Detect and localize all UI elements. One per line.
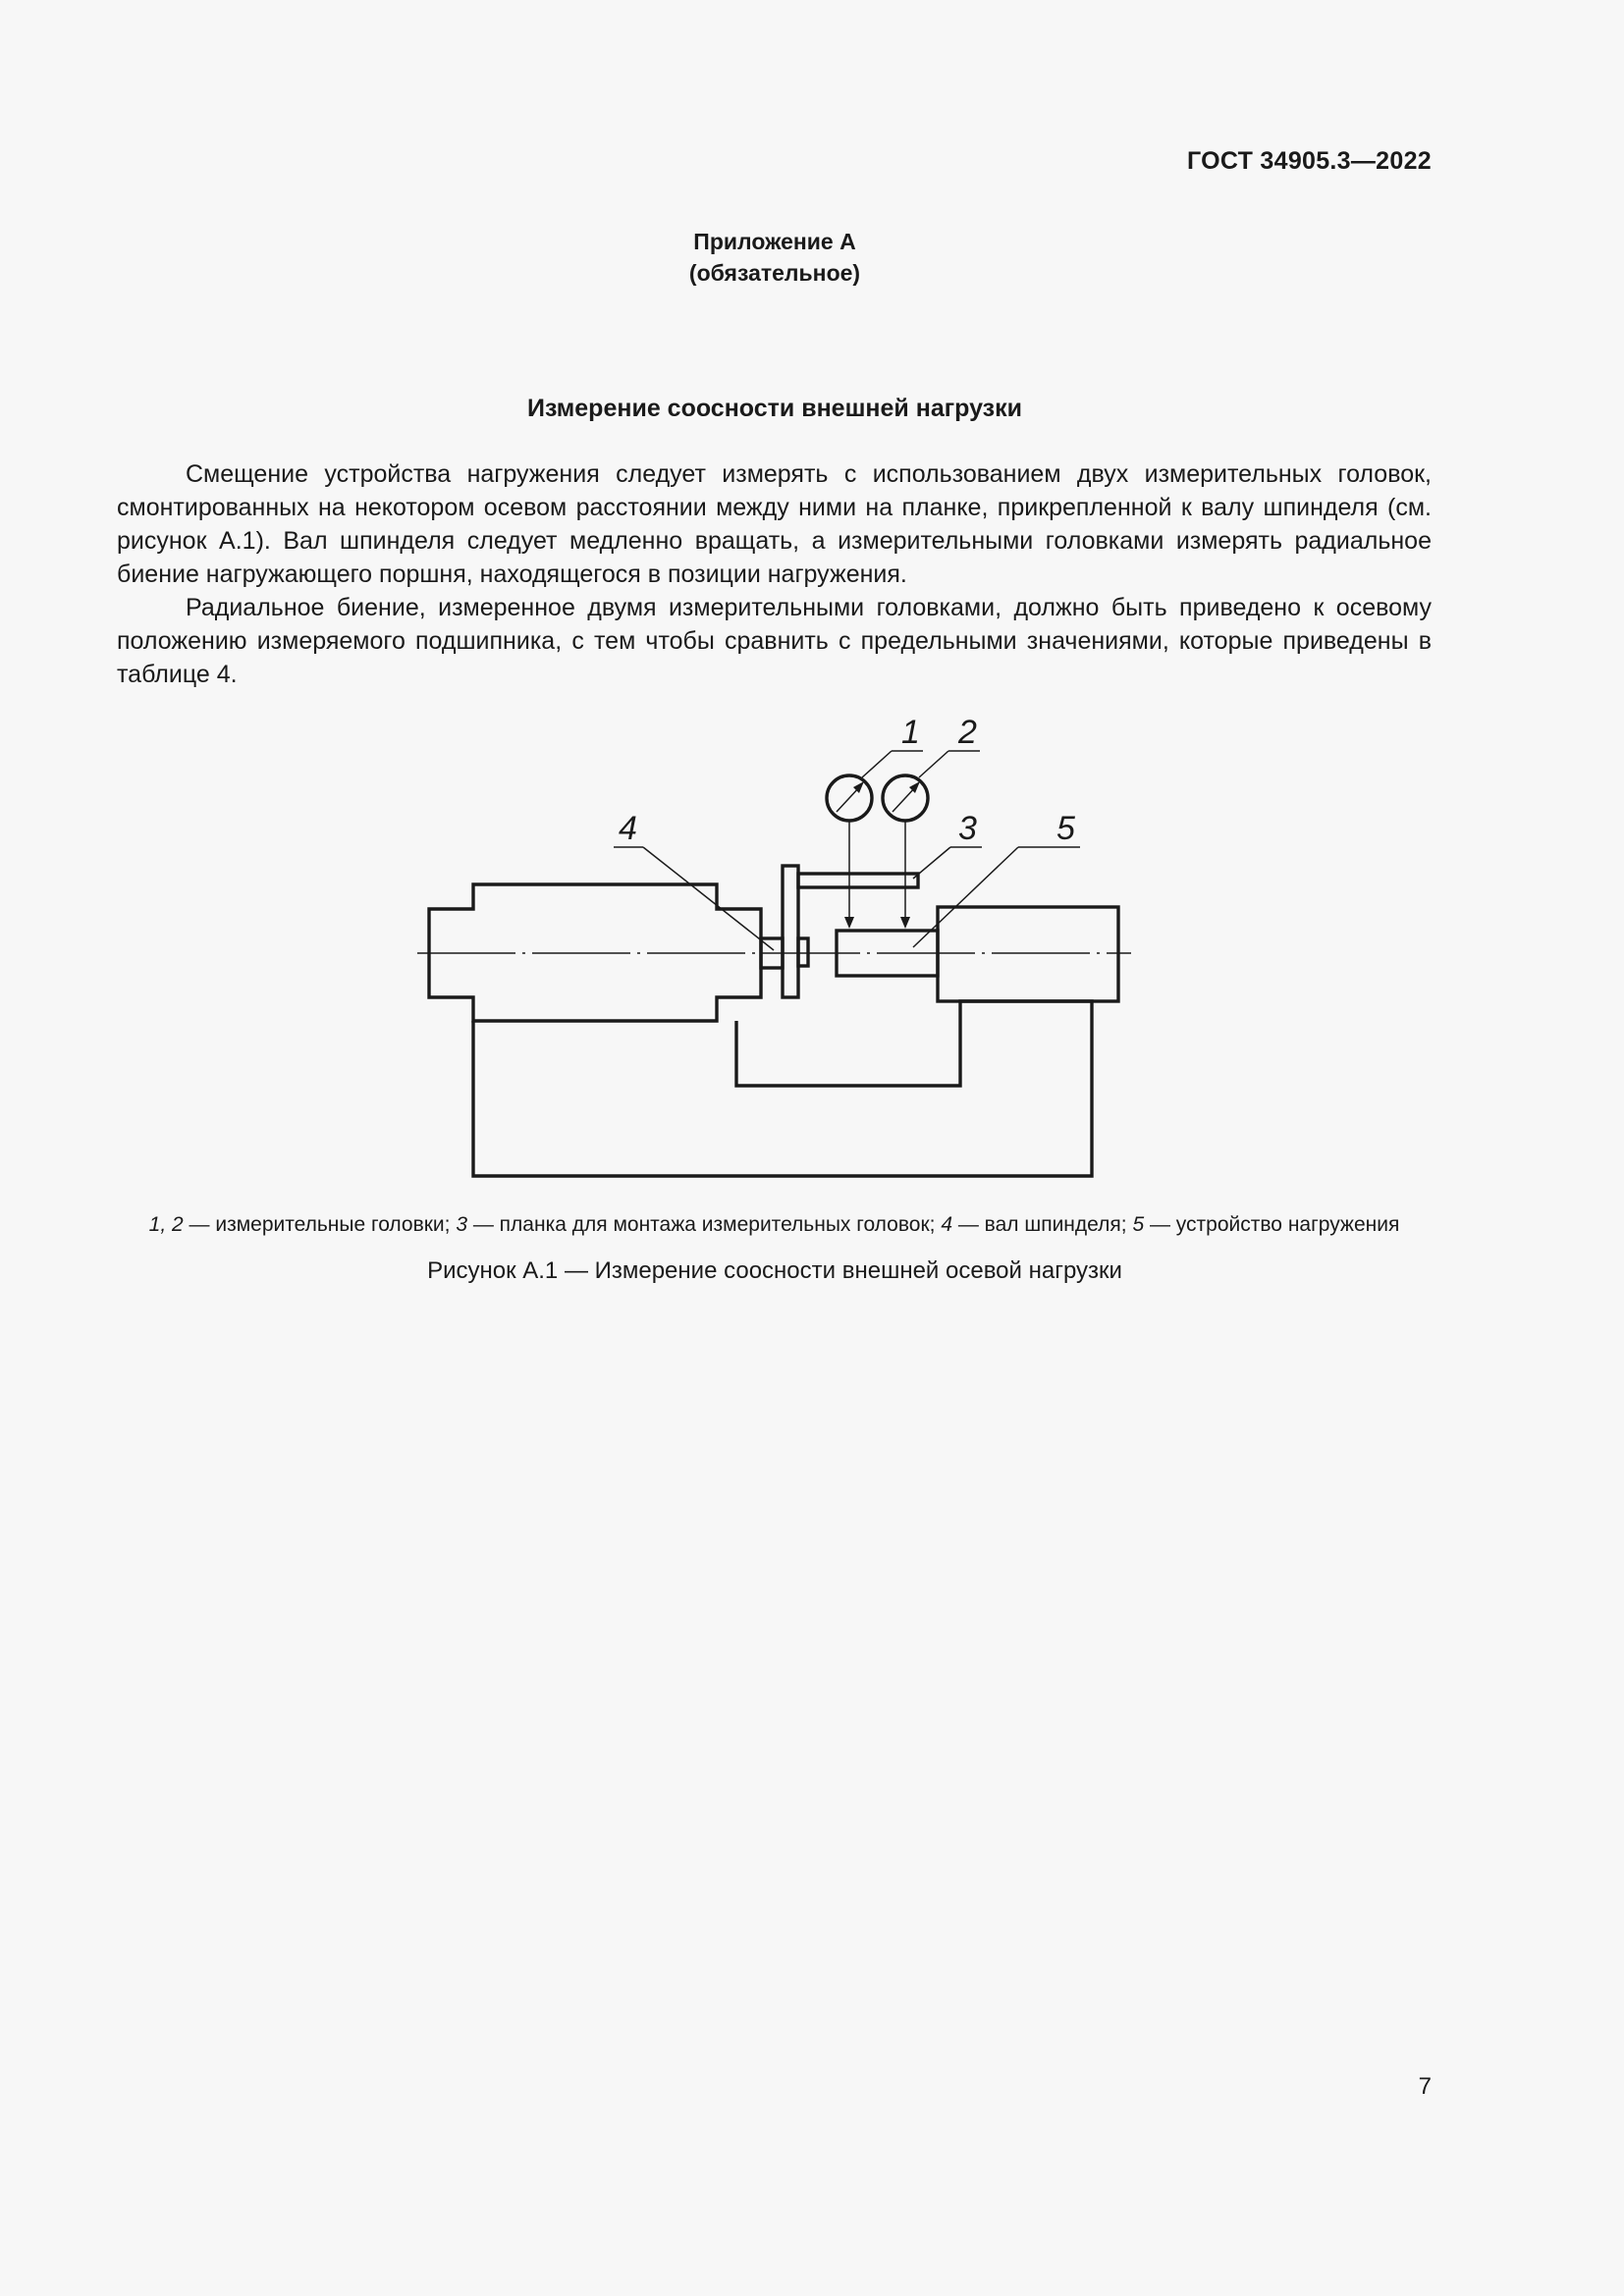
figure-legend (117, 1213, 1432, 1237)
paragraph: Смещение устройства нагружения следует измерять с использованием двух измерительных головок, смонтированных на некотором осевом расстоянии между ними на планке, прикрепленной к валу шпинделя (см. рисунок А.1). Вал шпинделя следует медленно вращать, а измерительными головками измерять радиальное биение нагружающего поршня, находящегося в позиции нагружения. (117, 460, 1432, 588)
label-2: 2 (958, 714, 977, 751)
leader-line-2 (919, 751, 948, 777)
leader-line-1 (862, 751, 892, 777)
label-5: 5 (1056, 810, 1075, 847)
leader-line-4 (643, 847, 774, 950)
page-number: 7 (1418, 2073, 1432, 2100)
figure-a1-diagram (393, 697, 1178, 1193)
plate-flange (798, 938, 808, 966)
leader-line-3 (913, 847, 950, 879)
measurement-setup-diagram (393, 697, 1178, 1188)
appendix-status: (обязательное) (688, 260, 861, 286)
appendix-heading (0, 226, 1549, 289)
label-4: 4 (619, 810, 637, 847)
section-title: Измерение соосности внешней нагрузки (527, 395, 1022, 422)
legend-text: — вал шпинделя; (952, 1213, 1133, 1236)
leader-line-5 (913, 847, 1018, 947)
legend-key: 1, 2 (148, 1213, 184, 1236)
gauge-mounting-bar (798, 874, 918, 887)
figure-title: Рисунок А.1 — Измерение соосности внешней осевой нагрузки (427, 1257, 1122, 1284)
legend-key: 3 (456, 1213, 468, 1236)
legend-text: — планка для монтажа измерительных головок; (467, 1213, 942, 1236)
legend-text: — устройство нагружения (1144, 1213, 1400, 1236)
paragraph: Радиальное биение, измеренное двумя измерительными головками, должно быть приведено к осевому положению измеряемого подшипника, с тем чтобы сравнить с предельными значениями, которые приведены в таблице 4. (117, 594, 1432, 688)
body-text (117, 457, 1432, 691)
loading-device (938, 907, 1118, 1001)
legend-text: — измерительные головки; (183, 1213, 457, 1236)
legend-key: 4 (941, 1213, 952, 1236)
mounting-plate-vertical (783, 866, 798, 997)
machine-base (473, 1001, 1092, 1176)
label-3: 3 (958, 810, 977, 847)
document-code: ГОСТ 34905.3—2022 (1186, 147, 1432, 175)
appendix-title: Приложение А (693, 229, 856, 254)
legend-key: 5 (1132, 1213, 1145, 1236)
label-1: 1 (901, 714, 920, 751)
